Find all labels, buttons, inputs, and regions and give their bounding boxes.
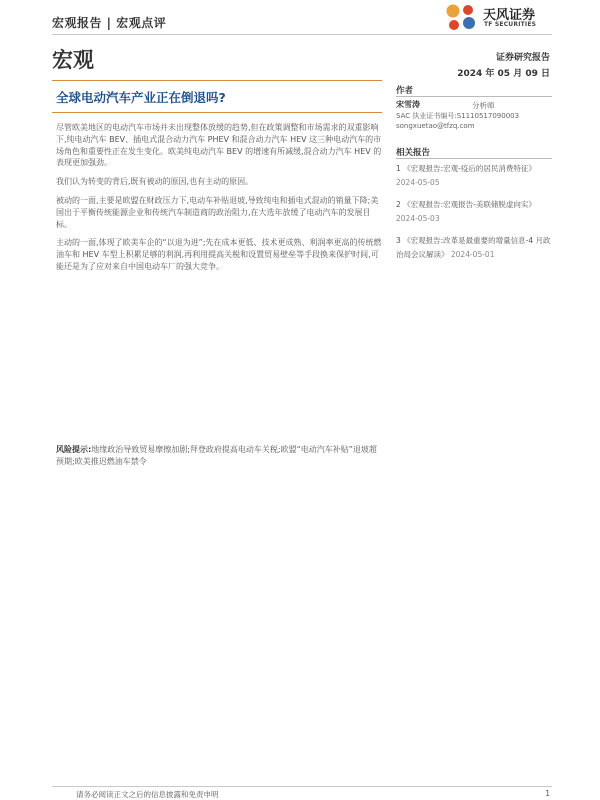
risk-label: 风险提示: [56, 445, 92, 454]
risk-warning [56, 444, 382, 468]
author-email[interactable]: songxuetao@tfzq.com [396, 122, 475, 130]
related-report-item[interactable] [396, 198, 556, 225]
author-heading: 作者 [396, 86, 414, 96]
related-report-item[interactable] [396, 234, 556, 261]
body-text [56, 122, 382, 280]
related-report-date: 2024-05-03 [396, 213, 440, 223]
header-divider [52, 34, 552, 35]
related-report-date: 2024-05-01 [450, 249, 495, 259]
report-type: 证券研究报告 [495, 53, 550, 63]
page-number: 1 [545, 789, 550, 798]
footer-divider [52, 786, 552, 787]
author-name: 宋雪涛 [396, 100, 420, 109]
risk-text: 地缘政治导致贸易摩擦加剧;拜登政府提高电动车关税;欧盟“电动汽车补贴”退坡超预期;欧美推迟燃油车禁令 [56, 445, 377, 466]
related-report-date: 2024-05-05 [396, 177, 440, 187]
report-category: 宏观报告 | 宏观点评 [52, 16, 167, 30]
body-paragraph: 我们认为转变的背后,既有被动的原因,也有主动的原因。 [56, 177, 254, 187]
related-divider [396, 158, 552, 159]
body-paragraph: 被动的一面,主要是欧盟在财政压力下,电动车补贴退坡,导致纯电和插电式混动的销量下降;美国出于平衡传统能源企业和传统汽车制造商的政治阻力,在大选年放缓了电动汽车的发展目标。 [56, 195, 379, 229]
body-paragraph: 主动的一面,体现了欧美车企的“以退为进”;先在成本更低、技术更成熟、利润率更高的传统燃油车和 HEV 车型上积累足够的利润,再利用提高关税和设置贸易壁垒等手段换来保护时间,可能还是为了应对来自中国电动车厂的强大竞争。 [56, 238, 382, 271]
related-report-title: 2 《宏观报告:宏观报告-美联储脱虚向实》 [396, 200, 536, 209]
related-report-item[interactable] [396, 162, 556, 189]
footer-disclaimer: 请务必阅读正文之后的信息披露和免责申明 [76, 790, 219, 799]
related-reports-heading: 相关报告 [396, 148, 431, 158]
headline: 全球电动汽车产业正在倒退吗? [56, 90, 226, 105]
related-report-title: 3 《宏观报告:改革是最重要的增量信息-4 月政治局会议解读》 [396, 236, 551, 259]
page-title: 宏观 [52, 48, 94, 72]
related-reports-list [396, 162, 556, 270]
title-divider [52, 80, 382, 81]
author-role: 分析师 [472, 101, 495, 110]
author-certificate: SAC 执业证书编号:S1110517090003 [396, 112, 520, 120]
logo-name: 天风证券 [483, 8, 536, 23]
body-paragraph: 尽管欧美地区的电动汽车市场并未出现整体放缓的趋势,但在政策调整和市场需求的双重影响下,纯电动汽车 BEV、插电式混合动力汽车 PHEV 和混合动力汽车 HEV 这三种电动汽车的市场角色和重要性正在发生变化。欧美纯电动汽车 BEV 的增速有所减缓,混合动力汽车 HEV 的表现更加强劲。 [56, 123, 382, 168]
related-report-title: 1 《宏观报告:宏观-疫后的居民消费特征》 [396, 164, 536, 173]
author-divider [396, 96, 552, 97]
logo-subtitle: TF SECURITIES [484, 21, 537, 28]
report-date: 2024 年 05 月 09 日 [457, 69, 550, 79]
headline-divider [52, 112, 382, 113]
